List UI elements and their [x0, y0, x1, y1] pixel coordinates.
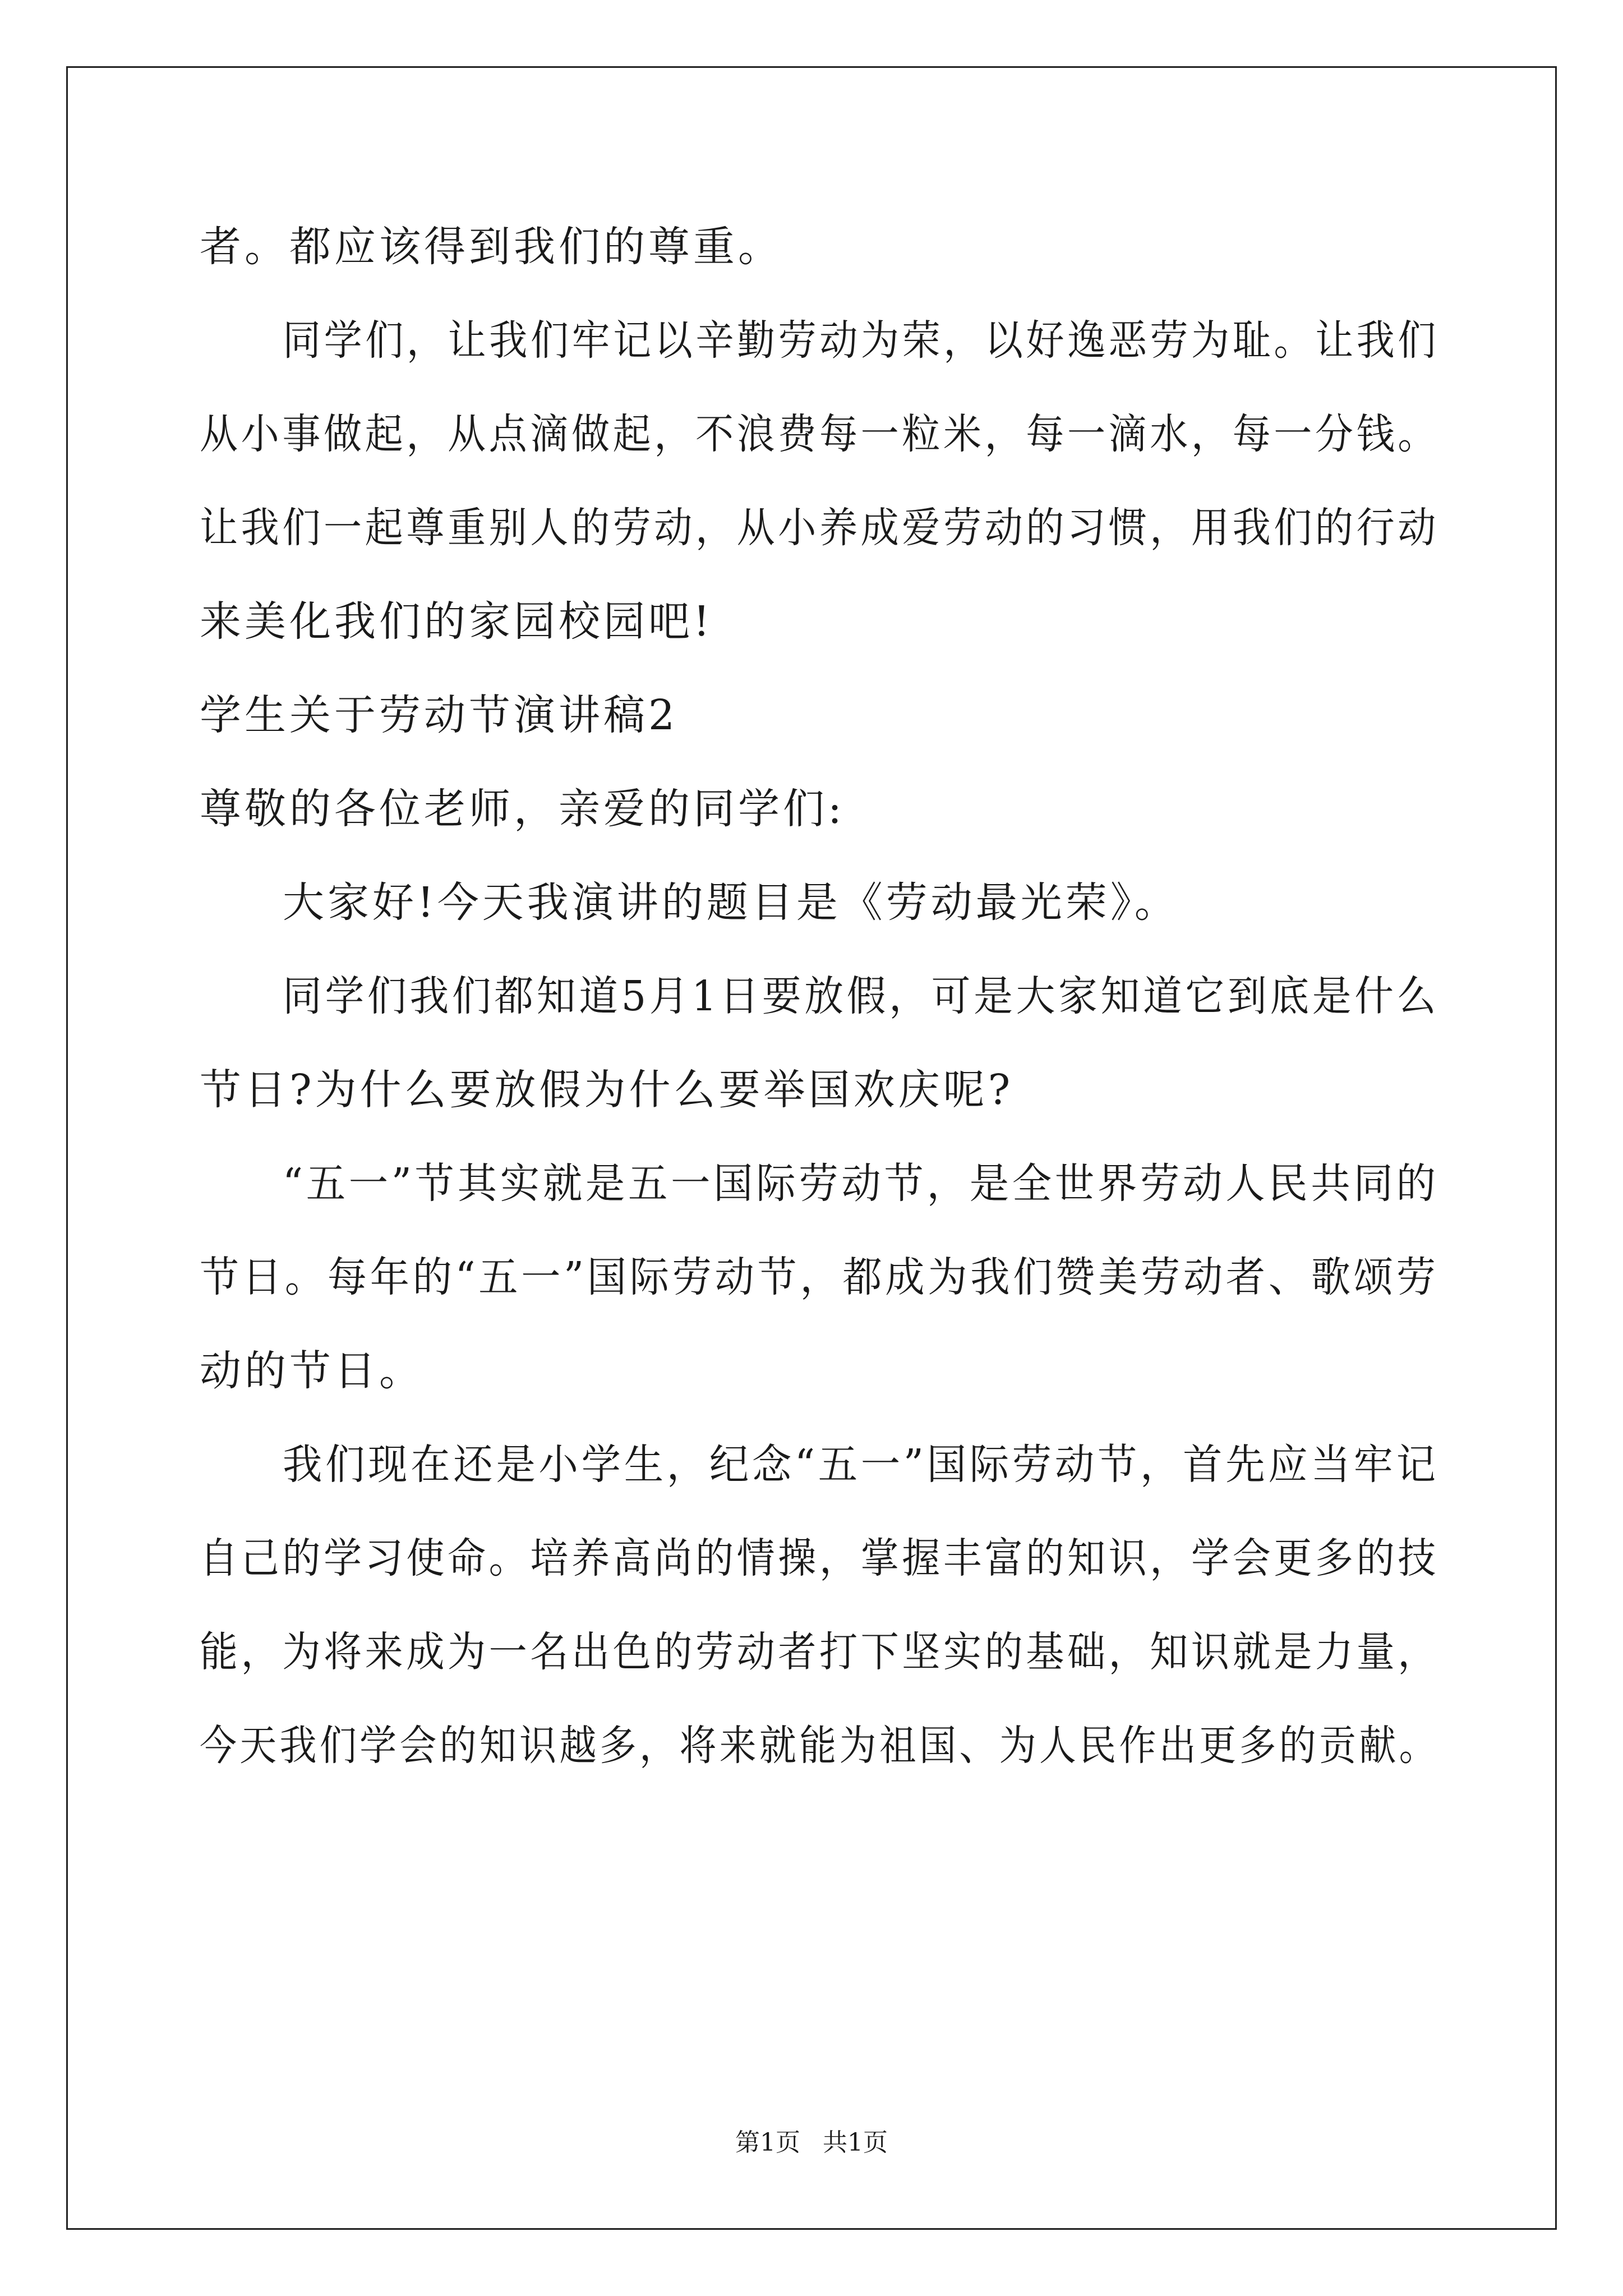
salutation: 尊敬的各位老师，亲爱的同学们: — [200, 785, 845, 833]
text-line: 者。都应该得到我们的尊重。 — [200, 223, 783, 271]
text-line: 从小事做起，从点滴做起，不浪费每一粒米，每一滴水，每一分钱。 — [200, 410, 1439, 458]
text-line: 节日?为什么要放假为什么要举国欢庆呢? — [200, 1066, 1014, 1114]
text-line: 能，为将来成为一名出色的劳动者打下坚实的基础，知识就是力量， — [200, 1628, 1439, 1676]
page-footer — [0, 2126, 1623, 2160]
text-line: 同学们我们都知道5月1日要放假，可是大家知道它到底是什么 — [283, 972, 1440, 1020]
text-line: 让我们一起尊重别人的劳动，从小养成爱劳动的习惯，用我们的行动 — [200, 504, 1439, 552]
text-line: 今天我们学会的知识越多，将来就能为祖国、为人民作出更多的贡献。 — [200, 1722, 1439, 1770]
text-line: 自己的学习使命。培养高尚的情操，掌握丰富的知识，学会更多的技 — [200, 1534, 1439, 1582]
text-line: “五一”节其实就是五一国际劳动节，是全世界劳动人民共同的 — [283, 1159, 1439, 1208]
section-heading: 学生关于劳动节演讲稿2 — [200, 691, 679, 739]
page-number: 第1页 — [735, 2128, 800, 2157]
text-line: 同学们，让我们牢记以辛勤劳动为荣，以好逸恶劳为耻。让我们 — [283, 316, 1439, 365]
text-line: 来美化我们的家园校园吧! — [200, 597, 713, 646]
text-line: 我们现在还是小学生，纪念“五一”国际劳动节，首先应当牢记 — [283, 1441, 1439, 1489]
text-line: 大家好!今天我演讲的题目是《劳动最光荣》。 — [283, 878, 1179, 927]
text-line: 动的节日。 — [200, 1347, 424, 1395]
page-total: 共1页 — [823, 2128, 888, 2157]
text-line: 节日。每年的“五一”国际劳动节，都成为我们赞美劳动者、歌颂劳 — [200, 1253, 1439, 1301]
page-border — [66, 66, 1557, 2230]
